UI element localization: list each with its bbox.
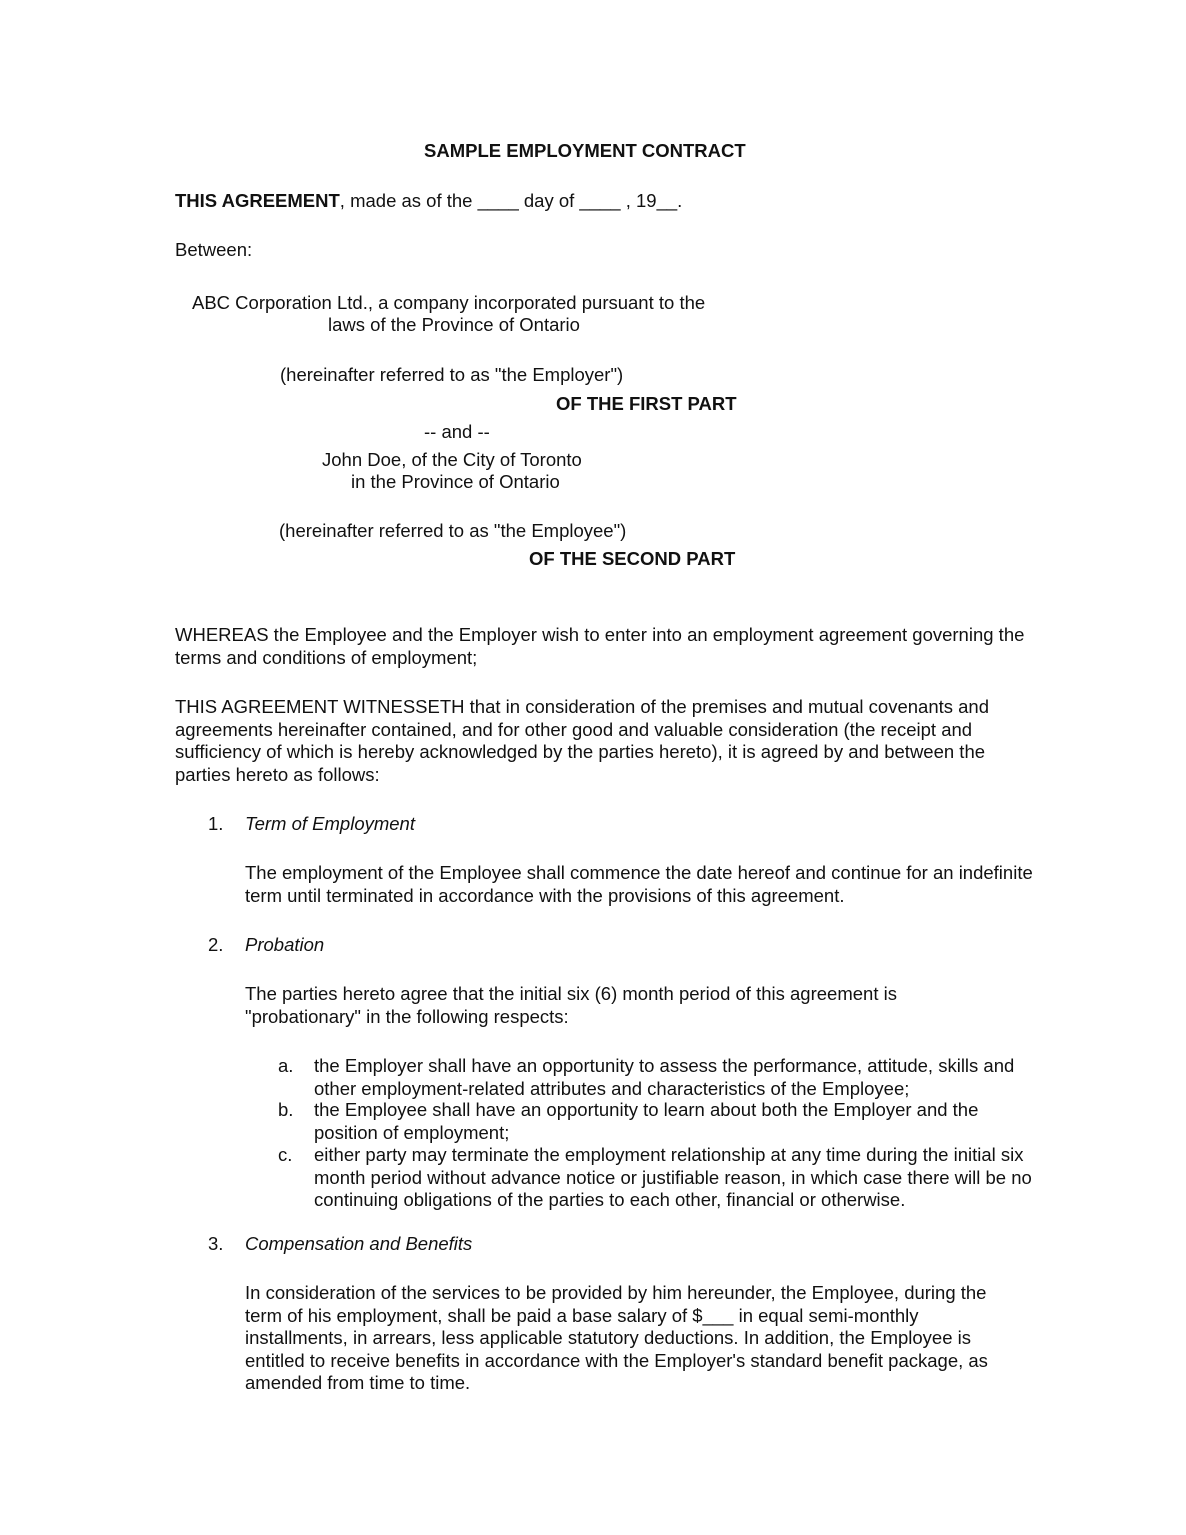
party2-referred: (hereinafter referred to as "the Employee") — [279, 520, 627, 541]
witnesseth-paragraph: THIS AGREEMENT WITNESSETH that in consideration of the premises and mutual covenants and agreements hereinafter contained, and for other good and valuable consideration (the receipt and sufficiency of which is hereby acknowledged by the parties hereto), it is agreed by and between the parties hereto as follows: — [175, 696, 990, 785]
party2-part: OF THE SECOND PART — [529, 548, 736, 569]
list-item-a-letter: a. — [278, 1055, 294, 1076]
agreement-intro-bold: THIS AGREEMENT — [175, 190, 340, 211]
section-2-number: 2. — [208, 934, 224, 955]
list-item-b-letter: b. — [278, 1099, 294, 1120]
document-title: SAMPLE EMPLOYMENT CONTRACT — [424, 140, 746, 161]
whereas-paragraph: WHEREAS the Employee and the Employer wish to enter into an employment agreement governing the terms and conditions of employment; — [175, 624, 1025, 668]
list-item-b-text: the Employee shall have an opportunity to learn about both the Employer and the position of employment; — [314, 1099, 979, 1143]
section-3-number: 3. — [208, 1233, 224, 1254]
between-label: Between: — [175, 239, 253, 260]
section-3-title: Compensation and Benefits — [245, 1233, 473, 1254]
party2-line1: John Doe, of the City of Toronto — [322, 449, 582, 470]
section-3-body: In consideration of the services to be provided by him hereunder, the Employee, during the term of his employment, shall be paid a base salary of $___ in equal semi-monthly installments, in arrears, less applicable statutory deductions. In addition, the Employee is entitled to receive benefits in accordance with the Employer's standard benefit package, as amended from time to time. — [245, 1282, 988, 1393]
section-2-title: Probation — [245, 934, 325, 955]
party1-referred: (hereinafter referred to as "the Employer") — [280, 364, 624, 385]
list-item-c-text: either party may terminate the employment relationship at any time during the initial six month period without advance notice or justifiable reason, in which case there will be no continuing obligations of the parties to each other, financial or otherwise. — [314, 1144, 1032, 1210]
party2-line2: in the Province of Ontario — [351, 471, 560, 492]
and-separator: -- and -- — [424, 421, 490, 442]
party1-line1: ABC Corporation Ltd., a company incorporated pursuant to the — [192, 292, 706, 313]
section-1-number: 1. — [208, 813, 224, 834]
party1-line2: laws of the Province of Ontario — [328, 314, 580, 335]
list-item-a-text: the Employer shall have an opportunity to assess the performance, attitude, skills and other employment-related attributes and characteristics of the Employee; — [314, 1055, 1015, 1099]
party1-part: OF THE FIRST PART — [556, 393, 737, 414]
section-1-body: The employment of the Employee shall commence the date hereof and continue for an indefinite term until terminated in accordance with the provisions of this agreement. — [245, 862, 1033, 906]
section-2-body: The parties hereto agree that the initial six (6) month period of this agreement is "probationary" in the following respects: — [245, 983, 897, 1027]
agreement-intro — [175, 190, 682, 213]
agreement-intro-date: , made as of the ____ day of ____ , 19__. — [339, 190, 683, 211]
section-1-title: Term of Employment — [245, 813, 415, 834]
list-item-c-letter: c. — [278, 1144, 293, 1165]
